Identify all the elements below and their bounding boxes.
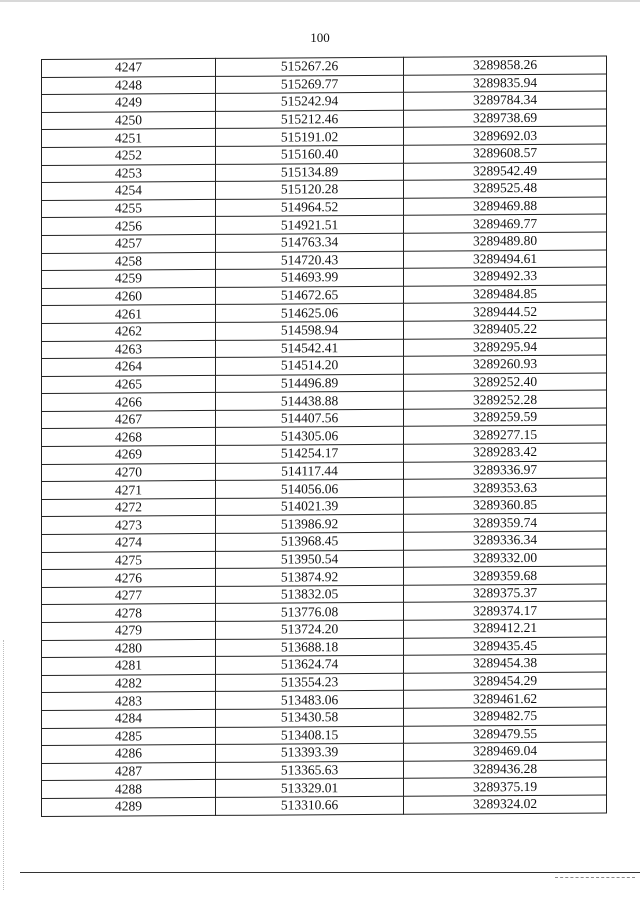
point-number-cell: 4276 xyxy=(42,569,216,588)
point-number-cell: 4265 xyxy=(42,375,216,394)
x-coordinate-cell: 514964.52 xyxy=(216,198,404,217)
x-coordinate-cell: 514407.56 xyxy=(216,409,404,428)
y-coordinate-cell: 3289608.57 xyxy=(404,144,607,163)
x-coordinate-cell: 513968.45 xyxy=(216,532,404,551)
x-coordinate-cell: 514021.39 xyxy=(216,497,404,516)
x-coordinate-cell: 513986.92 xyxy=(216,515,404,534)
x-coordinate-cell: 514305.06 xyxy=(216,427,404,446)
table-row xyxy=(42,795,607,816)
y-coordinate-cell: 3289283.42 xyxy=(404,443,607,462)
x-coordinate-cell: 515120.28 xyxy=(216,180,404,199)
y-coordinate-cell: 3289324.02 xyxy=(404,795,607,814)
x-coordinate-cell: 514625.06 xyxy=(216,304,404,323)
point-number-cell: 4267 xyxy=(42,410,216,429)
x-coordinate-cell: 514693.99 xyxy=(216,268,404,287)
point-number-cell: 4252 xyxy=(42,146,216,165)
x-coordinate-cell: 513329.01 xyxy=(216,779,404,798)
y-coordinate-cell: 3289444.52 xyxy=(404,302,607,321)
x-coordinate-cell: 513624.74 xyxy=(216,655,404,674)
y-coordinate-cell: 3289332.00 xyxy=(404,549,607,568)
point-number-cell: 4286 xyxy=(42,745,216,764)
point-number-cell: 4274 xyxy=(42,533,216,552)
point-number-cell: 4278 xyxy=(42,604,216,623)
coordinates-table-body xyxy=(42,56,607,816)
point-number-cell: 4283 xyxy=(42,692,216,711)
x-coordinate-cell: 515134.89 xyxy=(216,163,404,182)
y-coordinate-cell: 3289479.55 xyxy=(404,725,607,744)
point-number-cell: 4288 xyxy=(42,780,216,799)
y-coordinate-cell: 3289738.69 xyxy=(404,109,607,128)
y-coordinate-cell: 3289858.26 xyxy=(404,56,607,75)
point-number-cell: 4263 xyxy=(42,340,216,359)
x-coordinate-cell: 513874.92 xyxy=(216,568,404,587)
y-coordinate-cell: 3289260.93 xyxy=(404,355,607,374)
x-coordinate-cell: 513408.15 xyxy=(216,726,404,745)
point-number-cell: 4268 xyxy=(42,428,216,447)
x-coordinate-cell: 513950.54 xyxy=(216,550,404,569)
y-coordinate-cell: 3289692.03 xyxy=(404,126,607,145)
point-number-cell: 4271 xyxy=(42,481,216,500)
x-coordinate-cell: 513776.08 xyxy=(216,603,404,622)
point-number-cell: 4250 xyxy=(42,111,216,130)
x-coordinate-cell: 514598.94 xyxy=(216,321,404,340)
x-coordinate-cell: 514056.06 xyxy=(216,480,404,499)
x-coordinate-cell: 513393.39 xyxy=(216,743,404,762)
point-number-cell: 4289 xyxy=(42,797,216,816)
point-number-cell: 4275 xyxy=(42,551,216,570)
x-coordinate-cell: 513483.06 xyxy=(216,691,404,710)
point-number-cell: 4277 xyxy=(42,586,216,605)
x-coordinate-cell: 514496.89 xyxy=(216,374,404,393)
x-coordinate-cell: 514254.17 xyxy=(216,444,404,463)
point-number-cell: 4255 xyxy=(42,199,216,218)
x-coordinate-cell: 515269.77 xyxy=(216,75,404,94)
y-coordinate-cell: 3289359.68 xyxy=(404,566,607,585)
bottom-rule xyxy=(20,872,640,873)
point-number-cell: 4273 xyxy=(42,516,216,535)
x-coordinate-cell: 515212.46 xyxy=(216,110,404,129)
x-coordinate-cell: 513365.63 xyxy=(216,761,404,780)
x-coordinate-cell: 513688.18 xyxy=(216,638,404,657)
point-number-cell: 4248 xyxy=(42,76,216,95)
y-coordinate-cell: 3289469.04 xyxy=(404,742,607,761)
y-coordinate-cell: 3289461.62 xyxy=(404,689,607,708)
y-coordinate-cell: 3289375.19 xyxy=(404,777,607,796)
point-number-cell: 4272 xyxy=(42,498,216,517)
y-coordinate-cell: 3289469.88 xyxy=(404,197,607,216)
y-coordinate-cell: 3289252.40 xyxy=(404,373,607,392)
point-number-cell: 4284 xyxy=(42,709,216,728)
y-coordinate-cell: 3289435.45 xyxy=(404,637,607,656)
point-number-cell: 4280 xyxy=(42,639,216,658)
y-coordinate-cell: 3289482.75 xyxy=(404,707,607,726)
x-coordinate-cell: 514720.43 xyxy=(216,251,404,270)
y-coordinate-cell: 3289405.22 xyxy=(404,320,607,339)
y-coordinate-cell: 3289835.94 xyxy=(404,74,607,93)
x-coordinate-cell: 514921.51 xyxy=(216,216,404,235)
x-coordinate-cell: 513430.58 xyxy=(216,708,404,727)
scan-edge-mark xyxy=(3,640,5,890)
point-number-cell: 4256 xyxy=(42,217,216,236)
y-coordinate-cell: 3289374.17 xyxy=(404,601,607,620)
point-number-cell: 4260 xyxy=(42,287,216,306)
bottom-dash-rule xyxy=(555,877,635,879)
x-coordinate-cell: 513554.23 xyxy=(216,673,404,692)
y-coordinate-cell: 3289484.85 xyxy=(404,285,607,304)
x-coordinate-cell: 513310.66 xyxy=(216,796,404,815)
y-coordinate-cell: 3289494.61 xyxy=(404,250,607,269)
y-coordinate-cell: 3289353.63 xyxy=(404,478,607,497)
y-coordinate-cell: 3289336.97 xyxy=(404,461,607,480)
x-coordinate-cell: 514763.34 xyxy=(216,233,404,252)
y-coordinate-cell: 3289375.37 xyxy=(404,584,607,603)
y-coordinate-cell: 3289469.77 xyxy=(404,214,607,233)
point-number-cell: 4254 xyxy=(42,182,216,201)
y-coordinate-cell: 3289252.28 xyxy=(404,390,607,409)
x-coordinate-cell: 515242.94 xyxy=(216,92,404,111)
point-number-cell: 4281 xyxy=(42,657,216,676)
point-number-cell: 4287 xyxy=(42,762,216,781)
y-coordinate-cell: 3289542.49 xyxy=(404,162,607,181)
point-number-cell: 4270 xyxy=(42,463,216,482)
y-coordinate-cell: 3289277.15 xyxy=(404,426,607,445)
x-coordinate-cell: 514438.88 xyxy=(216,392,404,411)
y-coordinate-cell: 3289525.48 xyxy=(404,179,607,198)
page-number: 100 xyxy=(310,30,330,45)
x-coordinate-cell: 514542.41 xyxy=(216,339,404,358)
y-coordinate-cell: 3289454.29 xyxy=(404,672,607,691)
coordinates-table xyxy=(41,56,607,817)
y-coordinate-cell: 3289359.74 xyxy=(404,513,607,532)
top-scan-rule xyxy=(0,0,640,2)
y-coordinate-cell: 3289295.94 xyxy=(404,338,607,357)
x-coordinate-cell: 515160.40 xyxy=(216,145,404,164)
point-number-cell: 4251 xyxy=(42,129,216,148)
point-number-cell: 4279 xyxy=(42,621,216,640)
point-number-cell: 4264 xyxy=(42,358,216,377)
y-coordinate-cell: 3289412.21 xyxy=(404,619,607,638)
point-number-cell: 4262 xyxy=(42,322,216,341)
y-coordinate-cell: 3289436.28 xyxy=(404,760,607,779)
x-coordinate-cell: 514672.65 xyxy=(216,286,404,305)
point-number-cell: 4259 xyxy=(42,270,216,289)
point-number-cell: 4282 xyxy=(42,674,216,693)
y-coordinate-cell: 3289336.34 xyxy=(404,531,607,550)
point-number-cell: 4257 xyxy=(42,234,216,253)
point-number-cell: 4249 xyxy=(42,94,216,113)
point-number-cell: 4266 xyxy=(42,393,216,412)
point-number-cell: 4247 xyxy=(42,58,216,77)
x-coordinate-cell: 515267.26 xyxy=(216,57,404,76)
point-number-cell: 4261 xyxy=(42,305,216,324)
x-coordinate-cell: 514117.44 xyxy=(216,462,404,481)
x-coordinate-cell: 513724.20 xyxy=(216,620,404,639)
y-coordinate-cell: 3289784.34 xyxy=(404,91,607,110)
y-coordinate-cell: 3289492.33 xyxy=(404,267,607,286)
y-coordinate-cell: 3289360.85 xyxy=(404,496,607,515)
point-number-cell: 4285 xyxy=(42,727,216,746)
point-number-cell: 4269 xyxy=(42,445,216,464)
x-coordinate-cell: 515191.02 xyxy=(216,128,404,147)
y-coordinate-cell: 3289489.80 xyxy=(404,232,607,251)
point-number-cell: 4258 xyxy=(42,252,216,271)
x-coordinate-cell: 513832.05 xyxy=(216,585,404,604)
point-number-cell: 4253 xyxy=(42,164,216,183)
x-coordinate-cell: 514514.20 xyxy=(216,356,404,375)
y-coordinate-cell: 3289259.59 xyxy=(404,408,607,427)
y-coordinate-cell: 3289454.38 xyxy=(404,654,607,673)
